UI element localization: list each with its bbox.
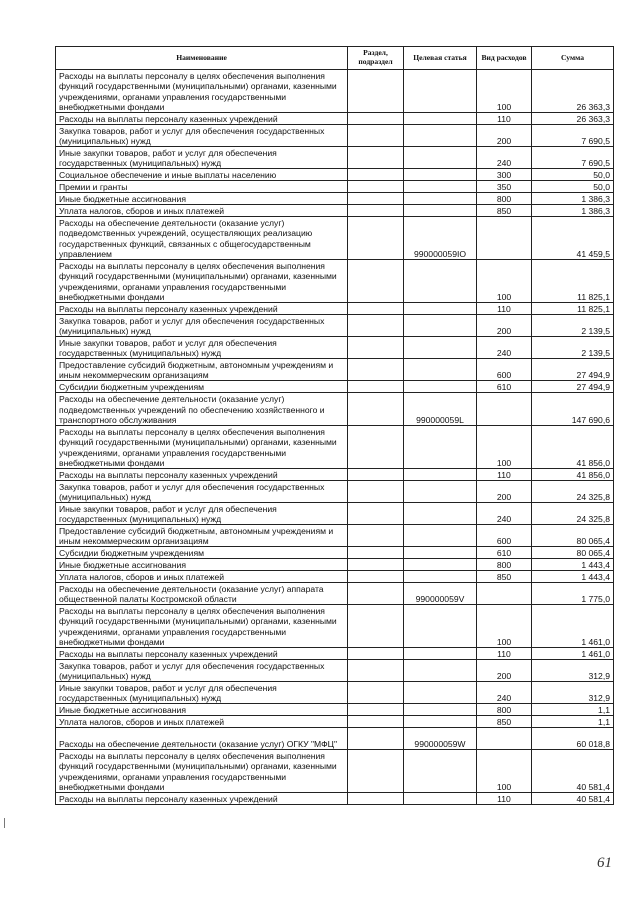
table-row (56, 260, 614, 303)
table-row (56, 125, 614, 147)
table-row (56, 571, 614, 583)
row-section (348, 381, 404, 393)
row-target (404, 125, 477, 147)
row-target (404, 503, 477, 525)
row-kind: 110 (477, 303, 532, 315)
row-sum: 2 139,5 (532, 337, 614, 359)
row-section (348, 393, 404, 426)
row-name: Закупка товаров, работ и услуг для обеспечения государственных (муниципальных) нужд (56, 660, 348, 682)
row-name: Расходы на обеспечение деятельности (оказание услуг) ОГКУ "МФЦ" (56, 728, 348, 750)
row-target (404, 481, 477, 503)
row-target (404, 547, 477, 559)
row-section (348, 469, 404, 481)
row-name: Закупка товаров, работ и услуг для обеспечения государственных (муниципальных) нужд (56, 125, 348, 147)
row-sum: 41 856,0 (532, 426, 614, 469)
row-name: Расходы на выплаты персоналу в целях обеспечения выполнения функций государственными (муниципальными) органами, казенными учреждениями, органами управления государственными внебюджетными фондами (56, 426, 348, 469)
row-section (348, 315, 404, 337)
table-row (56, 525, 614, 547)
table-row (56, 547, 614, 559)
row-sum: 40 581,4 (532, 793, 614, 805)
row-kind: 200 (477, 125, 532, 147)
row-kind: 200 (477, 481, 532, 503)
row-section (348, 359, 404, 381)
table-row (56, 393, 614, 426)
row-sum: 312,9 (532, 682, 614, 704)
row-name: Премии и гранты (56, 181, 348, 193)
row-kind: 850 (477, 205, 532, 217)
row-name: Иные закупки товаров, работ и услуг для обеспечения государственных (муниципальных) нужд (56, 682, 348, 704)
row-target (404, 193, 477, 205)
table-row (56, 481, 614, 503)
row-sum: 24 325,8 (532, 481, 614, 503)
row-sum: 1 775,0 (532, 583, 614, 605)
row-sum: 27 494,9 (532, 381, 614, 393)
row-kind: 600 (477, 359, 532, 381)
row-target (404, 605, 477, 648)
table-header-row (56, 47, 614, 70)
table-row (56, 559, 614, 571)
row-name: Расходы на выплаты персоналу казенных учреждений (56, 303, 348, 315)
row-sum: 2 139,5 (532, 315, 614, 337)
row-sum: 11 825,1 (532, 260, 614, 303)
row-kind: 240 (477, 503, 532, 525)
row-kind: 850 (477, 571, 532, 583)
table-row (56, 728, 614, 750)
row-name: Расходы на выплаты персоналу в целях обеспечения выполнения функций государственными (муниципальными) органами, казенными учреждениями, органами управления государственными внебюджетными фондами (56, 260, 348, 303)
row-section (348, 682, 404, 704)
row-target (404, 169, 477, 181)
budget-table (55, 46, 614, 805)
table-row (56, 359, 614, 381)
row-kind: 240 (477, 147, 532, 169)
row-name: Закупка товаров, работ и услуг для обеспечения государственных (муниципальных) нужд (56, 481, 348, 503)
row-name: Расходы на обеспечение деятельности (оказание услуг) подведомственных учреждений по обеспечению хозяйственного и транспортного обслуживания (56, 393, 348, 426)
row-sum: 1 461,0 (532, 605, 614, 648)
row-section (348, 181, 404, 193)
row-target (404, 682, 477, 704)
row-kind: 850 (477, 716, 532, 728)
row-section (348, 559, 404, 571)
row-section (348, 750, 404, 793)
margin-mark (4, 818, 8, 828)
row-name: Уплата налогов, сборов и иных платежей (56, 571, 348, 583)
row-name: Иные закупки товаров, работ и услуг для обеспечения государственных (муниципальных) нужд (56, 147, 348, 169)
row-name: Иные закупки товаров, работ и услуг для обеспечения государственных (муниципальных) нужд (56, 337, 348, 359)
row-target (404, 571, 477, 583)
row-target (404, 469, 477, 481)
table-row (56, 147, 614, 169)
row-sum: 1 443,4 (532, 559, 614, 571)
row-kind: 200 (477, 660, 532, 682)
table-row (56, 205, 614, 217)
row-target (404, 303, 477, 315)
table-row (56, 70, 614, 113)
row-sum: 1 386,3 (532, 193, 614, 205)
row-section (348, 728, 404, 750)
row-section (348, 503, 404, 525)
row-section (348, 205, 404, 217)
header-name: Наименование (56, 47, 348, 70)
row-target (404, 315, 477, 337)
row-name: Расходы на выплаты персоналу казенных учреждений (56, 469, 348, 481)
header-sum: Сумма (532, 47, 614, 70)
table-row (56, 303, 614, 315)
row-sum: 40 581,4 (532, 750, 614, 793)
table-row (56, 648, 614, 660)
row-section (348, 337, 404, 359)
row-name: Субсидии бюджетным учреждениям (56, 547, 348, 559)
row-target (404, 147, 477, 169)
row-target (404, 337, 477, 359)
header-kind: Вид расходов (477, 47, 532, 70)
row-section (348, 217, 404, 260)
table-row (56, 113, 614, 125)
row-kind (477, 583, 532, 605)
row-section (348, 147, 404, 169)
row-sum: 60 018,8 (532, 728, 614, 750)
row-section (348, 648, 404, 660)
row-sum: 147 690,6 (532, 393, 614, 426)
row-kind: 610 (477, 381, 532, 393)
row-sum: 50,0 (532, 169, 614, 181)
row-name: Расходы на выплаты персоналу казенных учреждений (56, 648, 348, 660)
row-section (348, 481, 404, 503)
row-kind: 100 (477, 750, 532, 793)
table-row (56, 704, 614, 716)
row-sum: 11 825,1 (532, 303, 614, 315)
row-kind: 600 (477, 525, 532, 547)
row-target (404, 70, 477, 113)
row-section (348, 716, 404, 728)
table-row (56, 716, 614, 728)
table-row (56, 750, 614, 793)
table-row (56, 682, 614, 704)
table-row (56, 169, 614, 181)
row-sum: 24 325,8 (532, 503, 614, 525)
row-sum: 1,1 (532, 716, 614, 728)
header-target: Целевая статья (404, 47, 477, 70)
row-section (348, 793, 404, 805)
row-target (404, 559, 477, 571)
row-name: Расходы на обеспечение деятельности (оказание услуг) аппарата общественной палаты Костромской области (56, 583, 348, 605)
row-name: Уплата налогов, сборов и иных платежей (56, 205, 348, 217)
row-kind: 240 (477, 682, 532, 704)
row-kind: 200 (477, 315, 532, 337)
row-kind: 610 (477, 547, 532, 559)
row-target (404, 793, 477, 805)
table-row (56, 193, 614, 205)
row-kind: 800 (477, 704, 532, 716)
row-kind: 100 (477, 426, 532, 469)
row-section (348, 547, 404, 559)
row-section (348, 303, 404, 315)
row-section (348, 704, 404, 716)
row-section (348, 605, 404, 648)
row-name: Иные закупки товаров, работ и услуг для обеспечения государственных (муниципальных) нужд (56, 503, 348, 525)
row-target (404, 260, 477, 303)
row-sum: 80 065,4 (532, 525, 614, 547)
table-row (56, 426, 614, 469)
row-section (348, 113, 404, 125)
row-name: Предоставление субсидий бюджетным, автономным учреждениям и иным некоммерческим организациям (56, 525, 348, 547)
row-kind: 110 (477, 113, 532, 125)
row-name: Расходы на выплаты персоналу казенных учреждений (56, 113, 348, 125)
row-kind: 800 (477, 193, 532, 205)
row-name: Иные бюджетные ассигнования (56, 559, 348, 571)
table-row (56, 660, 614, 682)
row-sum: 1,1 (532, 704, 614, 716)
row-name: Субсидии бюджетным учреждениям (56, 381, 348, 393)
row-section (348, 426, 404, 469)
row-name: Уплата налогов, сборов и иных платежей (56, 716, 348, 728)
table-row (56, 583, 614, 605)
row-section (348, 571, 404, 583)
row-kind: 110 (477, 793, 532, 805)
row-sum: 1 443,4 (532, 571, 614, 583)
table-body (56, 70, 614, 805)
row-name: Расходы на выплаты персоналу в целях обеспечения выполнения функций государственными (муниципальными) органами, казенными учреждениями, органами управления государственными внебюджетными фондами (56, 750, 348, 793)
row-sum: 50,0 (532, 181, 614, 193)
row-sum: 1 386,3 (532, 205, 614, 217)
row-kind: 100 (477, 260, 532, 303)
row-name: Иные бюджетные ассигнования (56, 704, 348, 716)
row-target (404, 716, 477, 728)
row-kind: 100 (477, 70, 532, 113)
row-section (348, 169, 404, 181)
row-target (404, 205, 477, 217)
row-section (348, 125, 404, 147)
row-target (404, 426, 477, 469)
row-target: 990000059IO (404, 217, 477, 260)
row-kind: 110 (477, 648, 532, 660)
row-name: Предоставление субсидий бюджетным, автономным учреждениям и иным некоммерческим организациям (56, 359, 348, 381)
table-row (56, 181, 614, 193)
header-section: Раздел, подраздел (348, 47, 404, 70)
row-kind: 800 (477, 559, 532, 571)
row-sum: 7 690,5 (532, 125, 614, 147)
row-kind: 100 (477, 605, 532, 648)
row-target: 990000059W (404, 728, 477, 750)
table-row (56, 503, 614, 525)
row-section (348, 525, 404, 547)
row-target: 990000059V (404, 583, 477, 605)
row-kind: 110 (477, 469, 532, 481)
row-target (404, 525, 477, 547)
row-kind: 240 (477, 337, 532, 359)
row-name: Расходы на выплаты персоналу в целях обеспечения выполнения функций государственными (муниципальными) органами, казенными учреждениями, органами управления государственными внебюджетными фондами (56, 70, 348, 113)
row-sum: 7 690,5 (532, 147, 614, 169)
row-kind (477, 728, 532, 750)
row-target: 990000059L (404, 393, 477, 426)
table-row (56, 469, 614, 481)
row-name: Иные бюджетные ассигнования (56, 193, 348, 205)
row-kind: 350 (477, 181, 532, 193)
row-name: Социальное обеспечение и иные выплаты населению (56, 169, 348, 181)
row-sum: 41 459,5 (532, 217, 614, 260)
row-target (404, 181, 477, 193)
row-target (404, 750, 477, 793)
table-row (56, 381, 614, 393)
row-name: Расходы на выплаты персоналу в целях обеспечения выполнения функций государственными (муниципальными) органами, казенными учреждениями, органами управления государственными внебюджетными фондами (56, 605, 348, 648)
row-section (348, 583, 404, 605)
row-sum: 41 856,0 (532, 469, 614, 481)
row-section (348, 193, 404, 205)
table-row (56, 605, 614, 648)
row-name: Расходы на обеспечение деятельности (оказание услуг) подведомственных учреждений, осуществляющих реализацию государственных функций, связанных с общегосударственным управлением (56, 217, 348, 260)
row-name: Закупка товаров, работ и услуг для обеспечения государственных (муниципальных) нужд (56, 315, 348, 337)
row-section (348, 260, 404, 303)
row-sum: 80 065,4 (532, 547, 614, 559)
row-sum: 312,9 (532, 660, 614, 682)
row-kind: 300 (477, 169, 532, 181)
row-name: Расходы на выплаты персоналу казенных учреждений (56, 793, 348, 805)
row-section (348, 70, 404, 113)
row-target (404, 113, 477, 125)
row-kind (477, 217, 532, 260)
row-target (404, 381, 477, 393)
row-sum: 1 461,0 (532, 648, 614, 660)
row-kind (477, 393, 532, 426)
table-row (56, 337, 614, 359)
row-target (404, 359, 477, 381)
row-sum: 26 363,3 (532, 70, 614, 113)
table-row (56, 217, 614, 260)
row-target (404, 660, 477, 682)
row-section (348, 660, 404, 682)
table-row (56, 315, 614, 337)
row-sum: 26 363,3 (532, 113, 614, 125)
row-target (404, 648, 477, 660)
table-row (56, 793, 614, 805)
row-sum: 27 494,9 (532, 359, 614, 381)
row-target (404, 704, 477, 716)
page-number: 61 (597, 855, 612, 871)
